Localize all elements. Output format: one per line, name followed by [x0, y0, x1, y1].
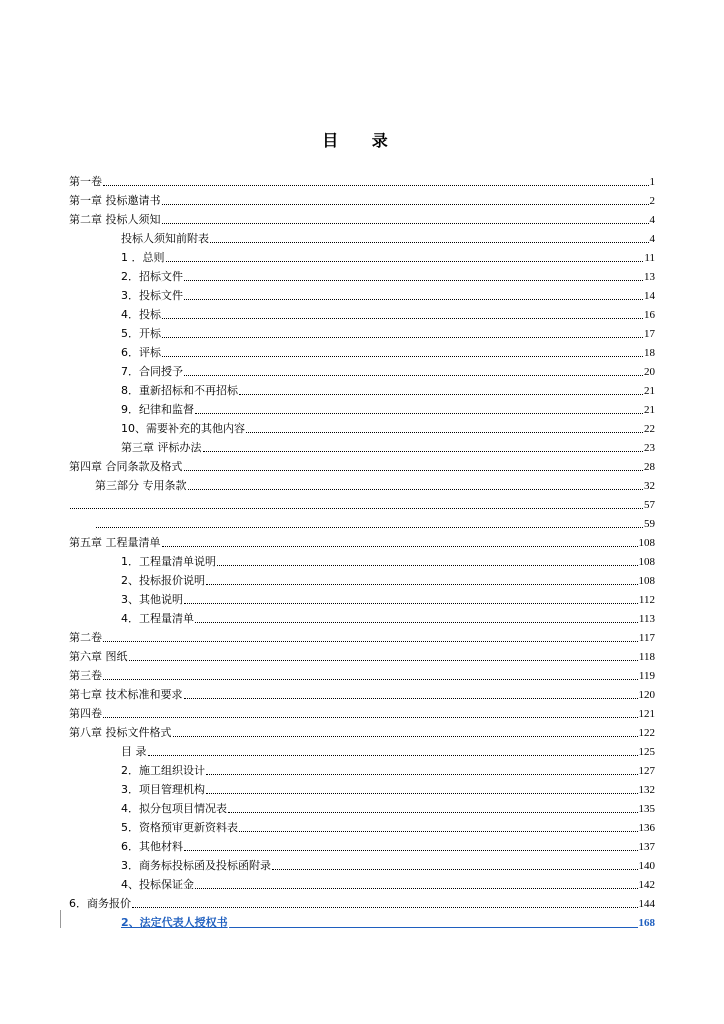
toc-dot-leader	[184, 850, 638, 851]
toc-entry-page-number: 119	[638, 670, 655, 682]
toc-entry-page-number: 121	[638, 708, 655, 720]
toc-entry-label: 3．投标文件	[121, 289, 183, 302]
toc-entry-page-number: 120	[638, 689, 655, 701]
toc-dot-leader	[103, 185, 649, 186]
toc-entry-label: 10、需要补充的其他内容	[121, 422, 245, 435]
toc-dot-leader	[272, 869, 638, 870]
toc-entry[interactable]	[121, 436, 655, 455]
toc-entry-label: 3．项目管理机构	[121, 783, 205, 796]
toc-dot-leader	[166, 261, 644, 262]
toc-entry[interactable]	[69, 170, 655, 189]
toc-entry[interactable]	[121, 759, 655, 778]
toc-entry-label: 第四章 合同条款及格式	[69, 460, 183, 473]
toc-entry-label: 第三章 评标办法	[121, 441, 202, 454]
toc-entry-label: 投标人须知前附表	[121, 232, 209, 245]
toc-dot-leader	[162, 337, 643, 338]
toc-entry[interactable]	[121, 341, 655, 360]
text-cursor-bar	[60, 910, 61, 928]
toc-entry-label: 1 ．总则	[121, 251, 165, 264]
toc-dot-leader	[148, 755, 638, 756]
toc-entry[interactable]	[69, 664, 655, 683]
toc-entry[interactable]	[69, 721, 655, 740]
toc-entry[interactable]	[69, 531, 655, 550]
toc-entry-page-number: 21	[644, 385, 655, 397]
toc-entry-label: 第一章 投标邀请书	[69, 194, 161, 207]
toc-dot-leader	[217, 565, 638, 566]
toc-entry[interactable]	[121, 246, 655, 265]
toc-entry[interactable]	[69, 455, 655, 474]
toc-entry[interactable]	[69, 626, 655, 645]
toc-dot-leader	[203, 451, 644, 452]
toc-entry-page-number: 2	[649, 195, 655, 207]
toc-entry-page-number: 16	[644, 309, 655, 321]
toc-entry[interactable]	[121, 360, 655, 379]
toc-dot-leader	[228, 812, 638, 813]
toc-entry-label: 2、投标报价说明	[121, 574, 205, 587]
toc-entry[interactable]	[121, 322, 655, 341]
toc-entry-label: 第二章 投标人须知	[69, 213, 161, 226]
toc-entry[interactable]	[121, 550, 655, 569]
toc-dot-leader	[206, 793, 638, 794]
toc-entry-page-number: 1	[649, 176, 655, 188]
toc-entry-label: 第三卷	[69, 669, 102, 682]
toc-entry-label: 2、法定代表人授权书	[121, 916, 228, 929]
toc-entry-label: 6．评标	[121, 346, 161, 359]
toc-entry-page-number: 32	[644, 480, 655, 492]
toc-entry-label: 9．纪律和监督	[121, 403, 194, 416]
toc-entry-label: 3、其他说明	[121, 593, 183, 606]
toc-entry-page-number: 112	[638, 594, 655, 606]
toc-entry-page-number: 59	[644, 518, 655, 530]
toc-entry-page-number: 11	[644, 252, 655, 264]
toc-dot-leader	[210, 242, 649, 243]
toc-entry-label: 3．商务标投标函及投标函附录	[121, 859, 271, 872]
toc-entry-page-number: 20	[644, 366, 655, 378]
toc-entry[interactable]	[121, 911, 655, 930]
toc-entry-page-number: 18	[644, 347, 655, 359]
toc-dot-leader	[103, 679, 638, 680]
toc-entry-page-number: 23	[644, 442, 655, 454]
toc-entry-label: 第三部分 专用条款	[95, 479, 187, 492]
toc-title: 目 录	[322, 131, 402, 150]
toc-dot-leader	[195, 413, 643, 414]
toc-entry-label: 7．合同授予	[121, 365, 183, 378]
toc-entry-page-number: 118	[638, 651, 655, 663]
toc-entry-page-number: 142	[638, 879, 655, 891]
toc-entry-page-number: 57	[644, 499, 655, 511]
toc-entry[interactable]	[121, 417, 655, 436]
toc-entry-page-number: 108	[638, 537, 655, 549]
toc-dot-leader	[184, 698, 638, 699]
toc-dot-leader	[162, 356, 643, 357]
toc-entry-page-number: 22	[644, 423, 655, 435]
toc-entry-label: 5．开标	[121, 327, 161, 340]
toc-entry-page-number: 4	[649, 233, 655, 245]
toc-entry[interactable]	[69, 189, 655, 208]
toc-entry[interactable]	[69, 892, 655, 911]
toc-entry[interactable]	[121, 265, 655, 284]
toc-entry-page-number: 136	[638, 822, 655, 834]
toc-dot-leader	[173, 736, 638, 737]
toc-entry-label: 第六章 图纸	[69, 650, 128, 663]
toc-entry-label: 第二卷	[69, 631, 102, 644]
toc-entry[interactable]	[121, 284, 655, 303]
toc-entry[interactable]	[69, 683, 655, 702]
toc-entry-label: 第七章 技术标准和要求	[69, 688, 183, 701]
toc-entry-page-number: 117	[638, 632, 655, 644]
toc-entry[interactable]	[121, 873, 655, 892]
toc-dot-leader	[184, 299, 643, 300]
toc-entry-page-number: 168	[638, 917, 655, 929]
toc-entry-page-number: 125	[638, 746, 655, 758]
toc-entry[interactable]	[95, 512, 655, 531]
toc-entry[interactable]	[121, 607, 655, 626]
toc-dot-leader	[239, 394, 643, 395]
toc-dot-leader	[195, 888, 638, 889]
toc-entry[interactable]	[121, 227, 655, 246]
toc-entry-page-number: 14	[644, 290, 655, 302]
toc-entry-label: 第八章 投标文件格式	[69, 726, 172, 739]
toc-dot-leader	[184, 603, 638, 604]
toc-entry[interactable]	[121, 740, 655, 759]
toc-entry-label: 8．重新招标和不再招标	[121, 384, 238, 397]
toc-entry-page-number: 13	[644, 271, 655, 283]
toc-dot-leader	[129, 660, 638, 661]
toc-dot-leader	[162, 318, 643, 319]
toc-dot-leader	[206, 774, 638, 775]
toc-entry-label: 第一卷	[69, 175, 102, 188]
toc-entry[interactable]	[121, 835, 655, 854]
toc-entry-page-number: 28	[644, 461, 655, 473]
toc-entry-page-number: 135	[638, 803, 655, 815]
toc-entry-label: 4．工程量清单	[121, 612, 194, 625]
toc-dot-leader	[162, 204, 649, 205]
toc-dot-leader	[229, 927, 638, 928]
toc-entry-page-number: 132	[638, 784, 655, 796]
toc-dot-leader	[103, 717, 638, 718]
toc-entry-page-number: 108	[638, 575, 655, 587]
toc-dot-leader	[206, 584, 638, 585]
toc-dot-leader	[246, 432, 643, 433]
toc-entry-label: 目 录	[121, 745, 147, 758]
toc-entry-page-number: 17	[644, 328, 655, 340]
toc-entry-label: 4、投标保证金	[121, 878, 194, 891]
toc-entry-page-number: 4	[649, 214, 655, 226]
toc-dot-leader	[162, 546, 638, 547]
toc-entry-page-number: 127	[638, 765, 655, 777]
toc-dot-leader	[132, 907, 638, 908]
toc-entry-label: 6．其他材料	[121, 840, 183, 853]
toc-entry-page-number: 113	[638, 613, 655, 625]
toc-entry[interactable]	[69, 208, 655, 227]
toc-entry-label: 6．商务报价	[69, 897, 131, 910]
toc-entry[interactable]	[69, 702, 655, 721]
toc-dot-leader	[184, 470, 644, 471]
toc-entry-label: 5．资格预审更新资料表	[121, 821, 238, 834]
toc-entry[interactable]	[121, 398, 655, 417]
toc-entry-label: 4．投标	[121, 308, 161, 321]
toc-entry[interactable]	[69, 645, 655, 664]
toc-dot-leader	[184, 280, 643, 281]
toc-dot-leader	[103, 641, 638, 642]
toc-entry[interactable]	[69, 493, 655, 512]
toc-entry-page-number: 21	[644, 404, 655, 416]
toc-dot-leader	[70, 508, 643, 509]
toc-entry[interactable]	[121, 797, 655, 816]
toc-entry-page-number: 140	[638, 860, 655, 872]
toc-dot-leader	[195, 622, 638, 623]
toc-dot-leader	[184, 375, 643, 376]
toc-entry[interactable]	[121, 816, 655, 835]
toc-entry[interactable]	[121, 379, 655, 398]
toc-entry[interactable]	[121, 303, 655, 322]
toc-entry-page-number: 108	[638, 556, 655, 568]
toc-dot-leader	[162, 223, 649, 224]
toc-entry-page-number: 137	[638, 841, 655, 853]
toc-entry-label: 2．施工组织设计	[121, 764, 205, 777]
toc-entry-label: 第四卷	[69, 707, 102, 720]
toc-entry[interactable]	[121, 569, 655, 588]
toc-entry-page-number: 144	[638, 898, 655, 910]
toc-dot-leader	[96, 527, 643, 528]
toc-entry[interactable]	[121, 854, 655, 873]
toc-dot-leader	[188, 489, 644, 490]
toc-entry[interactable]	[121, 588, 655, 607]
toc-entry-label: 4．拟分包项目情况表	[121, 802, 227, 815]
toc-entry-label: 1．工程量清单说明	[121, 555, 216, 568]
toc-entry-label: 第五章 工程量清单	[69, 536, 161, 549]
toc-entry[interactable]	[121, 778, 655, 797]
toc-entry[interactable]	[95, 474, 655, 493]
toc-entry-label: 2．招标文件	[121, 270, 183, 283]
toc-dot-leader	[239, 831, 638, 832]
toc-entry-page-number: 122	[638, 727, 655, 739]
